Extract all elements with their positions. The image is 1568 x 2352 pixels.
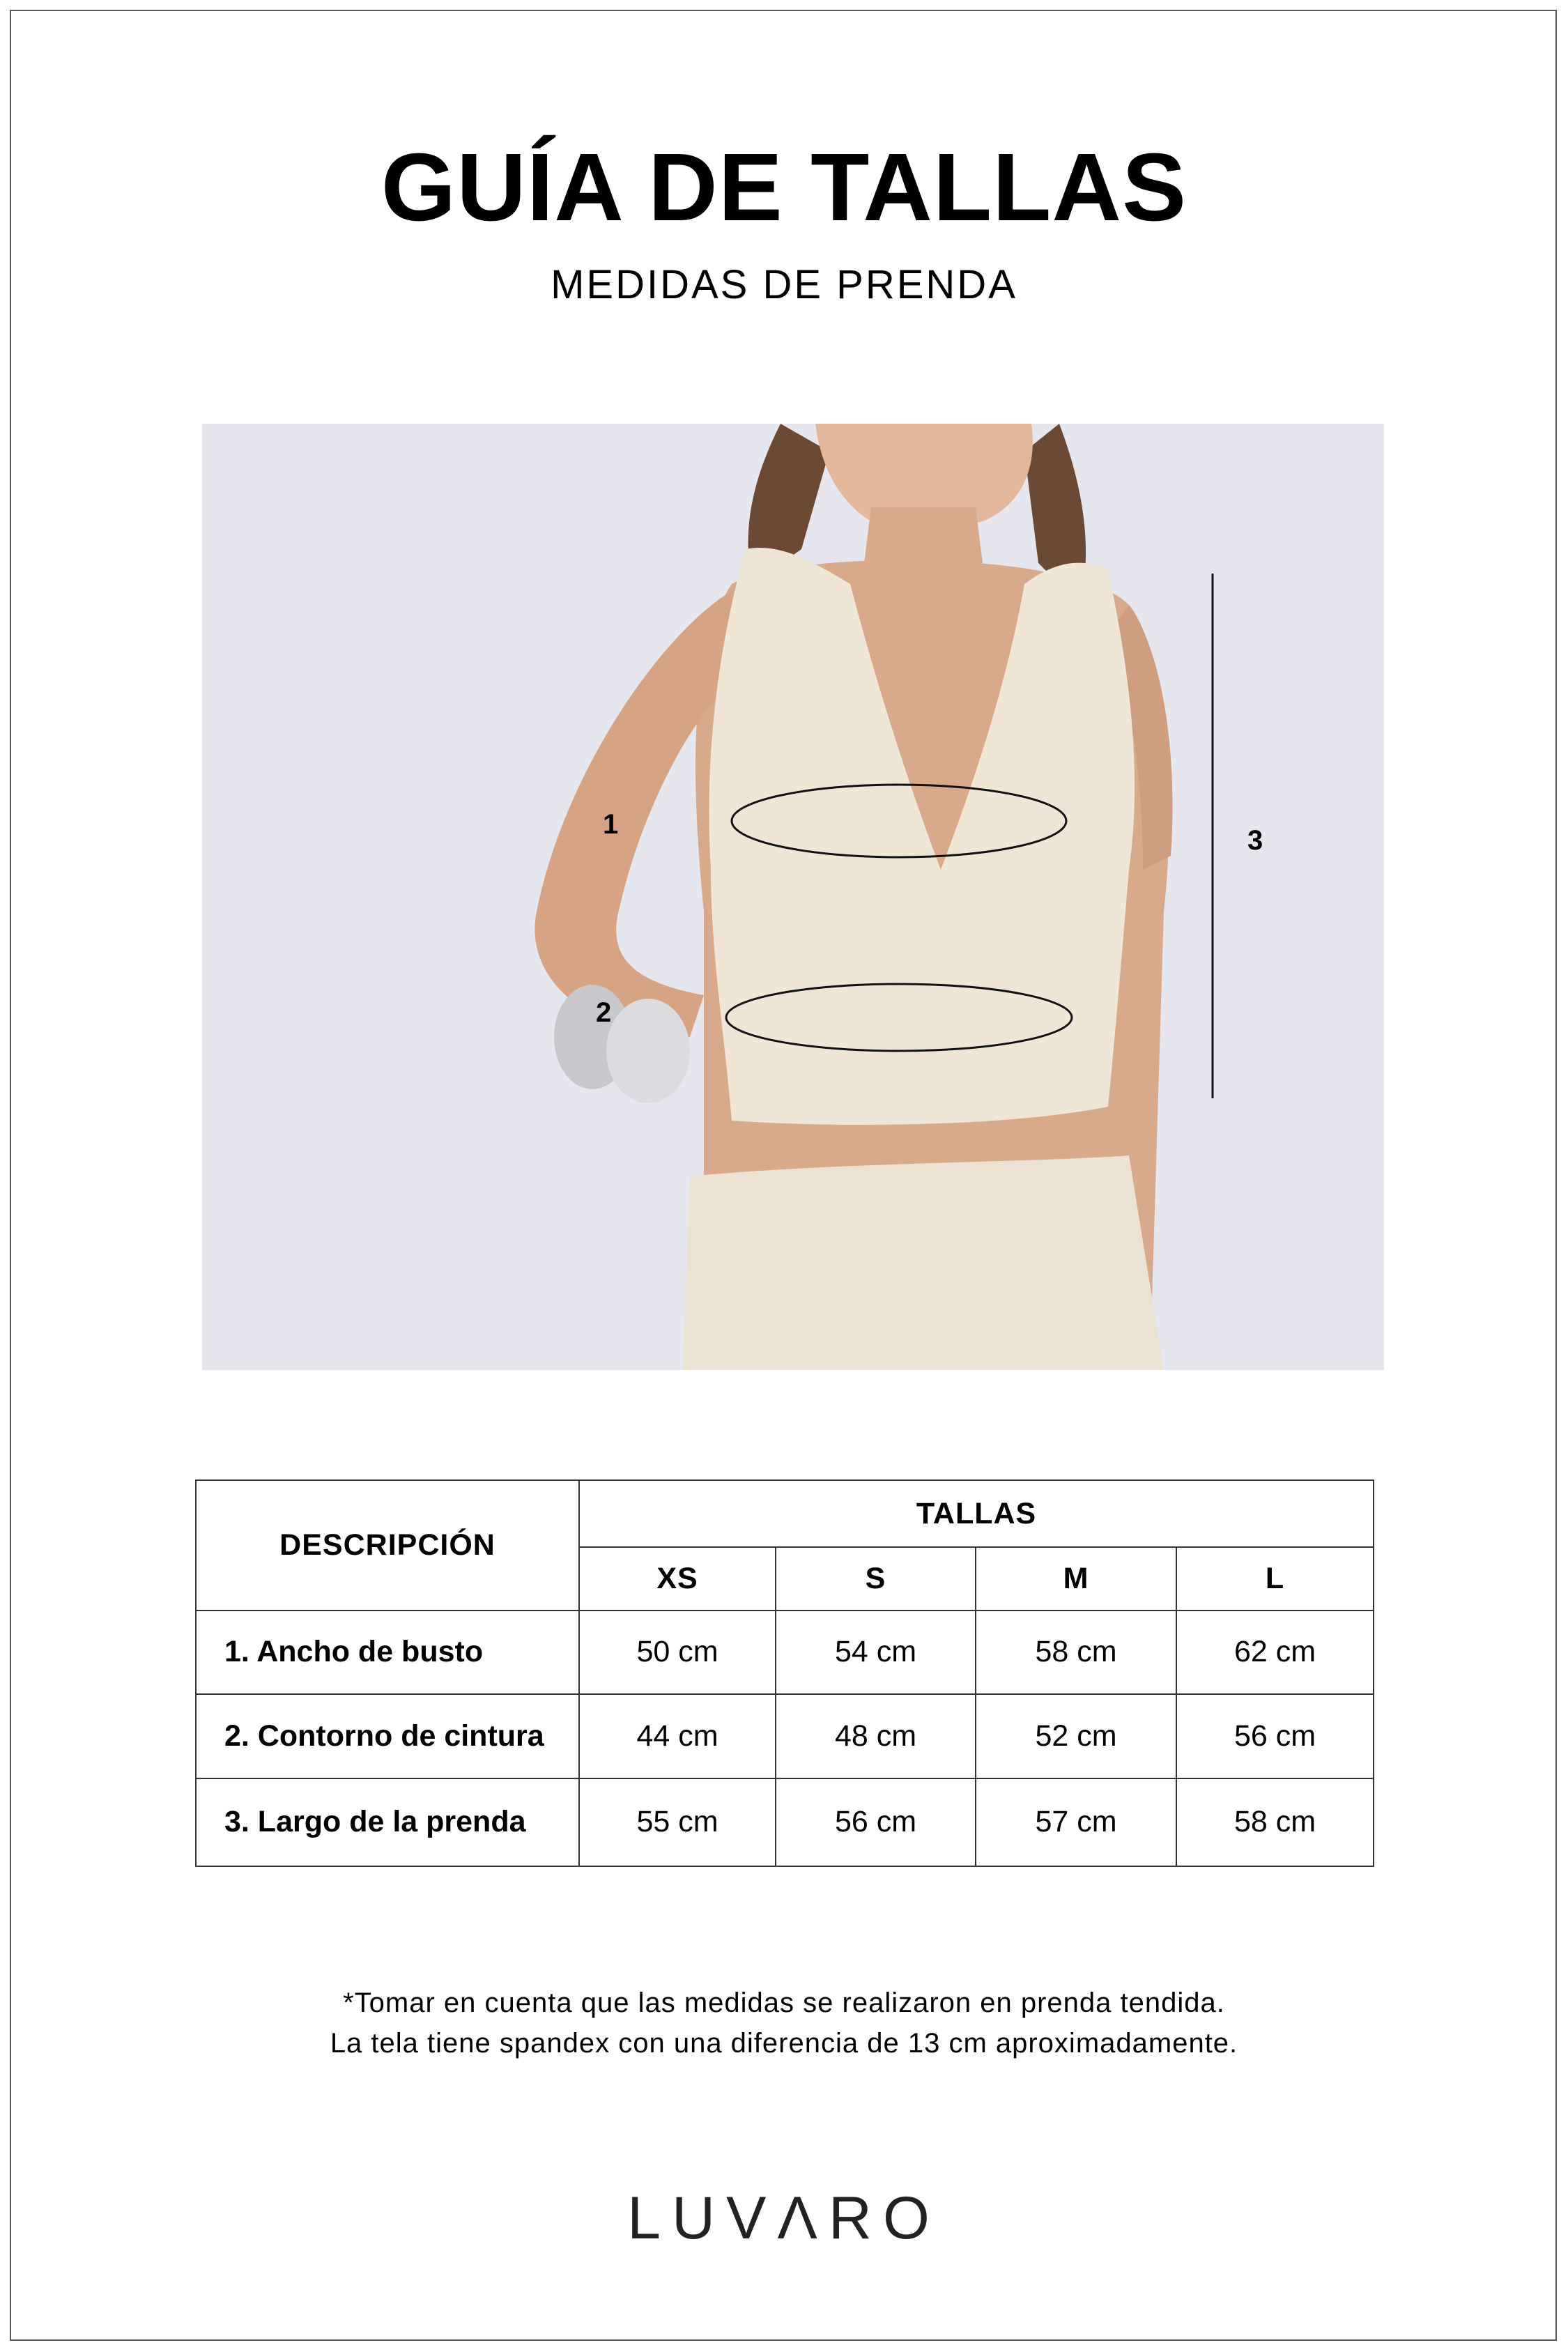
cell-value: 56 cm	[1176, 1694, 1374, 1778]
sizes-header: TALLAS	[579, 1480, 1374, 1547]
size-m: M	[976, 1547, 1176, 1610]
cell-value: 56 cm	[776, 1778, 976, 1867]
row-label: 3. Largo de la prenda	[196, 1778, 579, 1867]
cell-value: 55 cm	[579, 1778, 776, 1867]
size-xs: XS	[579, 1547, 776, 1610]
product-photo	[202, 424, 1384, 1370]
cell-value: 58 cm	[976, 1611, 1176, 1694]
table-row	[196, 1611, 1374, 1694]
size-l: L	[1176, 1547, 1374, 1610]
model-illustration	[202, 424, 1384, 1370]
note-line-1: *Tomar en cuenta que las medidas se realizaron en prenda tendida.	[343, 1988, 1225, 2018]
marker-bust: 1	[603, 809, 619, 840]
table-row	[196, 1778, 1374, 1867]
cell-value: 58 cm	[1176, 1778, 1374, 1867]
note-line-2: La tela tiene spandex con una diferencia de 13 cm aproximadamente.	[330, 2028, 1238, 2059]
marker-waist: 2	[596, 997, 612, 1028]
size-table	[195, 1479, 1374, 1867]
table-row	[196, 1694, 1374, 1778]
marker-length: 3	[1247, 825, 1263, 856]
row-label: 1. Ancho de busto	[196, 1611, 579, 1694]
page-subtitle: MEDIDAS DE PRENDA	[551, 262, 1017, 307]
cell-value: 57 cm	[976, 1778, 1176, 1867]
cell-value: 48 cm	[776, 1694, 976, 1778]
cell-value: 50 cm	[579, 1611, 776, 1694]
description-header: DESCRIPCIÓN	[196, 1480, 579, 1611]
cell-value: 44 cm	[579, 1694, 776, 1778]
size-s: S	[776, 1547, 976, 1610]
measurement-note	[0, 1983, 1568, 2063]
brand-logo: LUVΛRO	[627, 2185, 941, 2252]
cell-value: 52 cm	[976, 1694, 1176, 1778]
cell-value: 62 cm	[1176, 1611, 1374, 1694]
page-title: GUÍA DE TALLAS	[381, 134, 1187, 241]
row-label: 2. Contorno de cintura	[196, 1694, 579, 1778]
cell-value: 54 cm	[776, 1611, 976, 1694]
